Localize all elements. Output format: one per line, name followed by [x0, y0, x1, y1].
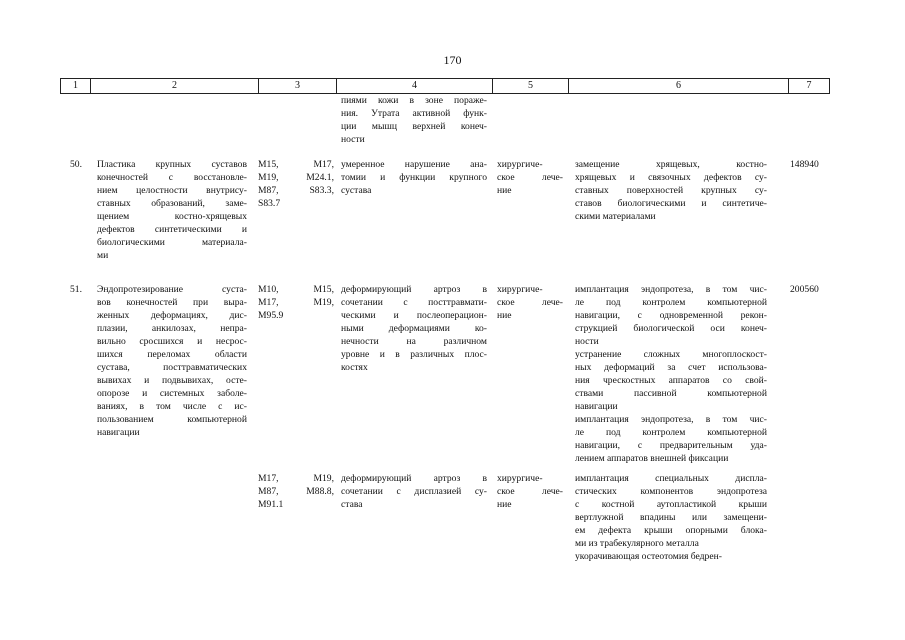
header-col-3: 3	[259, 79, 337, 93]
row-51b-codes: M17, M19, M87, M88.8, M91.1	[258, 473, 334, 510]
page-number: 170	[443, 53, 462, 67]
header-col-4: 4	[337, 79, 493, 93]
row-51-price: 200560	[790, 284, 819, 295]
row-51b-method: имплантация специальных диспла- стических компонентов эндопротеза с костной аутопластикой крыши вертлужной впадины или замещени- ем дефекта крыши опорными блока- ми из трабекулярного металла укорачивающая остеотомия бедрен-	[575, 473, 767, 562]
row-51-name: Эндопротезирование суста- вов конечностей при выра- женных деформациях, дис- плазии, анкилозах, непра- вильно сросшихся и несрос- шихся переломах области сустава, посттравматических вывихах и подвывихах, осте- опорозе и системных заболе- ваниях, в том числе с ис- пользованием компьютерной навигации	[97, 284, 247, 438]
row-51-treatment: хирургиче- ское лече- ние	[497, 284, 563, 321]
row-50-codes: M15, M17, M19, M24.1, M87, S83.3, S83.7	[258, 159, 334, 209]
row-50-diagnosis: умеренное нарушение ана- томии и функции крупного сустава	[341, 159, 487, 196]
row-51b-treatment: хирургиче- ское лече- ние	[497, 473, 563, 510]
row-51-number: 51.	[70, 284, 82, 295]
header-col-7: 7	[806, 80, 812, 91]
continuation-diagnosis: пиями кожи в зоне пораже- ния. Утрата активной функ- ции мышц верхней конеч- ности	[341, 95, 487, 145]
header-col-1: 1	[61, 79, 91, 93]
row-50-treatment: хирургиче- ское лече- ние	[497, 159, 563, 196]
row-50-price: 148940	[790, 159, 819, 170]
header-col-2: 2	[91, 79, 259, 93]
row-50-name: Пластика крупных суставов конечностей с восстановле- нием целостности внутрису- ставных образований, заме- щением костно-хрящевых дефектов синтетическими и биологическими материала- ми	[97, 159, 247, 261]
row-51-method: имплантация эндопротеза, в том чис- ле под контролем компьютерной навигации, с одновременной рекон- струкцией биологической оси конеч- ности устранение сложных многоплоскост- ных деформаций за счет использова- ния чрескостных аппаратов со свой- ствами пассивной компьютерной навигации имплантация эндопротеза, в том чис- ле под контролем компьютерной навигации, с предварительным уда- лением аппаратов внешней фиксации	[575, 284, 767, 464]
row-50-method: замещение хрящевых, костно- хрящевых и связочных дефектов су- ставных поверхностей крупных су- ставов биологическими и синтетиче- скими материалами	[575, 159, 767, 222]
row-51-codes: M10, M15, M17, M19, M95.9	[258, 284, 334, 321]
header-col-5: 5	[493, 79, 569, 93]
header-col-6: 6	[569, 79, 789, 93]
row-50-number: 50.	[70, 159, 82, 170]
row-51-diagnosis: деформирующий артроз в сочетании с посттравмати- ческими и послеоперацион- ными деформациями ко- нечности на различном уровне и в различных плос- костях	[341, 284, 487, 373]
table-header	[60, 78, 830, 94]
row-51b-diagnosis: деформирующий артроз в сочетании с дисплазией су- става	[341, 473, 487, 510]
